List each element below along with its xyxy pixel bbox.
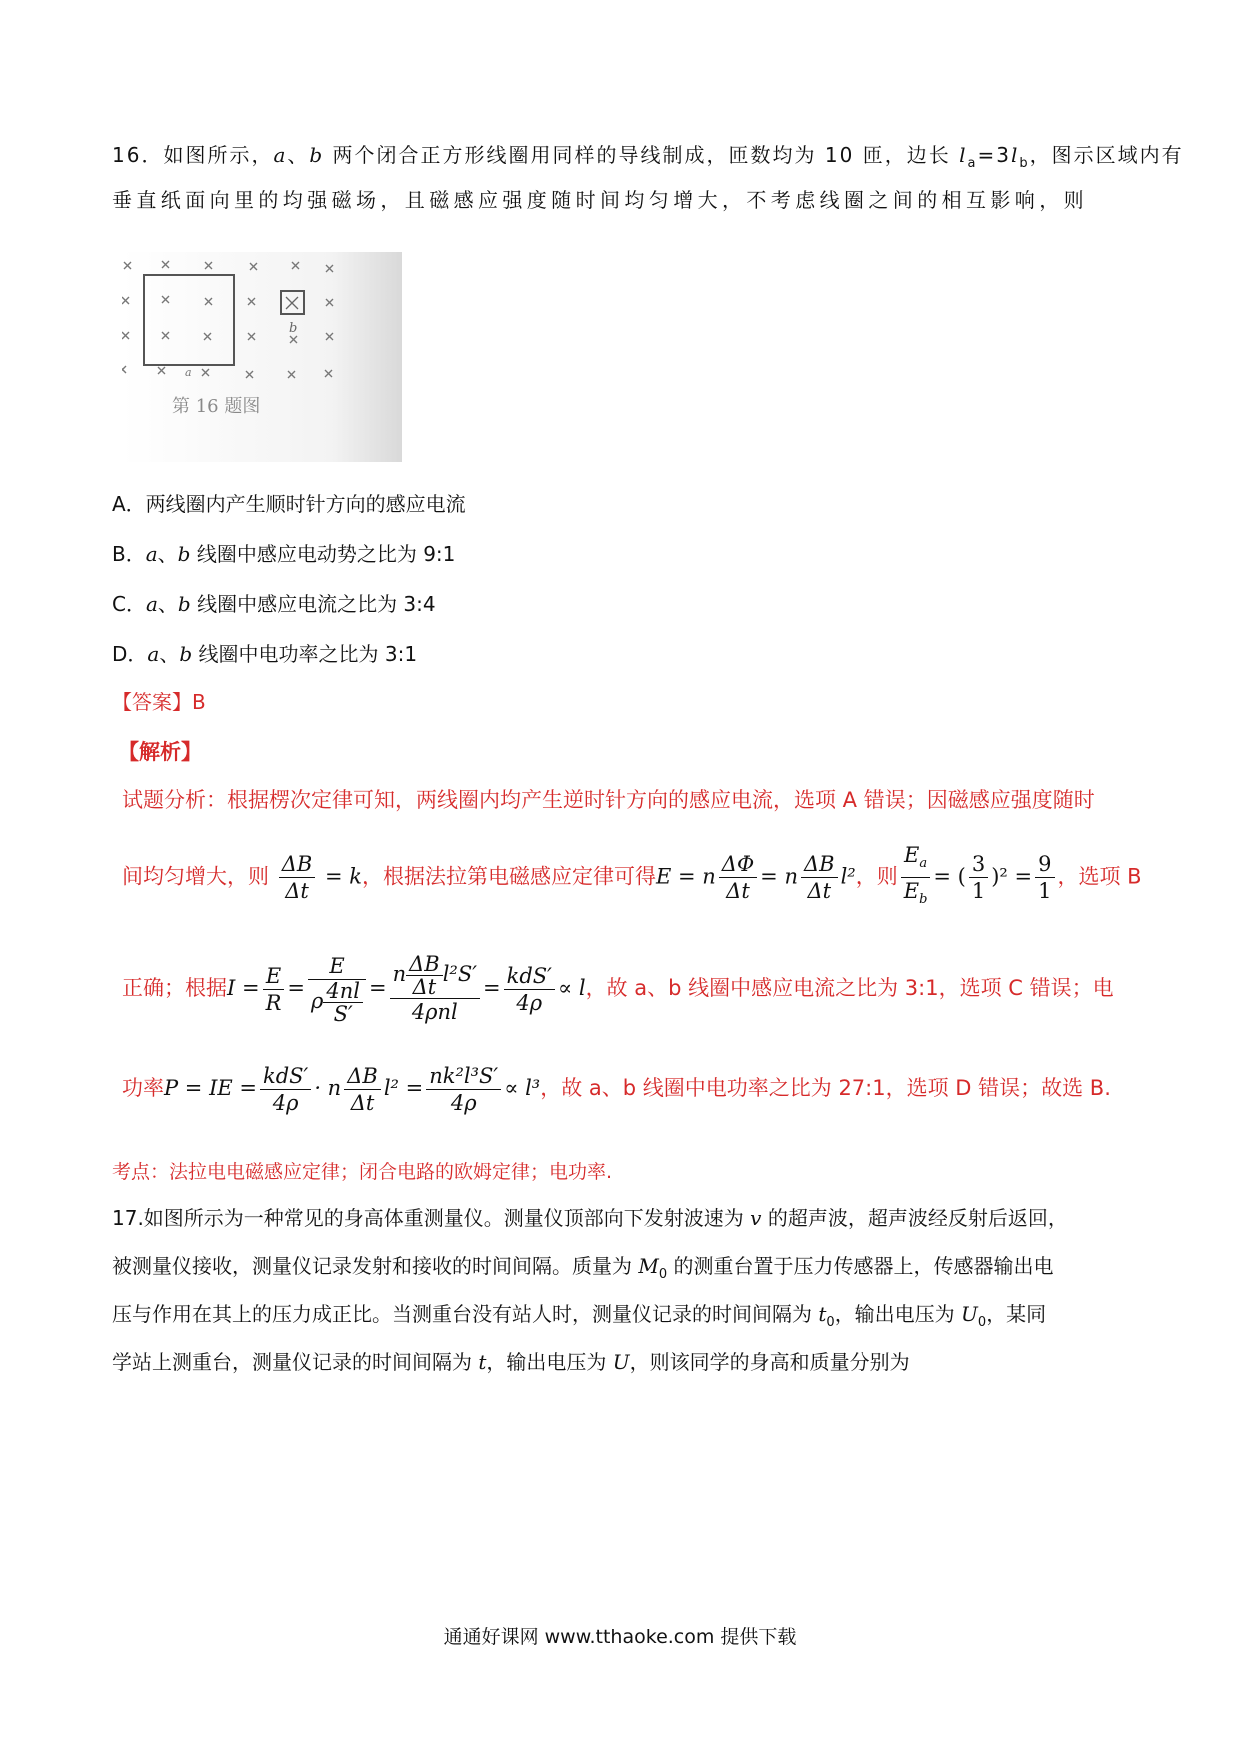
- var-t: t: [818, 1302, 827, 1326]
- q16-line-1: [112, 141, 1184, 178]
- fraction-dPhi-dt: $\frac{\Delta\Phi}{\Delta t}$: [719, 851, 757, 904]
- var-b: b: [177, 592, 191, 616]
- label-b: b: [289, 321, 298, 336]
- magnetic-field-figure: [122, 252, 402, 462]
- analysis-line-3: 正确；根据I = $\frac{E}{R}$ = E ρ $\frac{4nl}{S'}$ = n $\frac{\Delta B}{\Delta t}$ l²S′ 4ρnl = $\frac{\text{kdS′}}{4\rho}$ ∝ l，故 a、b 线圈中感应电流之比为 3:1，选项 C 错误；电: [122, 952, 1114, 1026]
- separator: 、: [287, 143, 310, 167]
- var-l: l: [1010, 143, 1020, 167]
- fraction-kdS-4rho: $\frac{\text{kdS′}}{4\rho}$: [260, 1063, 311, 1116]
- analysis-text: ，根据法拉第电磁感应定律可得: [361, 864, 656, 889]
- q17-text: ，某同: [986, 1302, 1047, 1326]
- var-a: a: [147, 642, 160, 666]
- figure-background: [122, 252, 402, 462]
- var-v: v: [750, 1206, 762, 1230]
- footer: 通通好课网 www.tthaoke.com 提供下载: [443, 1626, 797, 1648]
- var-b: b: [177, 542, 191, 566]
- option-c-text: 线圈中感应电流之比为 3:4: [190, 592, 436, 616]
- q17-text: ，则该同学的身高和质量分别为: [629, 1350, 910, 1374]
- q17-text: 学站上测重台，测量仪记录的时间间隔为: [112, 1350, 472, 1374]
- field-diagram: [122, 252, 402, 462]
- q16-text: 两个闭合正方形线圈用同样的导线制成，匝数均为 10 匝，边长: [324, 143, 960, 167]
- fraction-dB-dt: $\frac{\Delta B}{\Delta t}$: [344, 1063, 381, 1116]
- label-a: a: [185, 366, 192, 379]
- var-b: b: [179, 642, 193, 666]
- var-U: U: [612, 1350, 630, 1374]
- analysis-text: ，故 a、b 线圈中感应电流之比为 3:1，选项 C 错误；电: [585, 976, 1114, 1000]
- sub-b: b: [1019, 156, 1030, 171]
- q17-line-4: [112, 1348, 910, 1376]
- answer: 【答案】B: [112, 690, 206, 714]
- sub-0: 0: [658, 1267, 668, 1282]
- q17-text: 的测重台置于压力传感器上，传感器输出电: [673, 1254, 1054, 1278]
- analysis-text: 间均匀增大，则: [122, 864, 269, 889]
- q17-line-1: [112, 1204, 1068, 1232]
- option-c: C．a、b 线圈中感应电流之比为 3:4: [112, 592, 436, 616]
- option-d-text: 线圈中电功率之比为 3:1: [192, 642, 418, 666]
- q17-text: 的超声波，超声波经反射后返回，: [767, 1206, 1068, 1230]
- option-a: [112, 490, 466, 518]
- fraction-E-R: $\frac{E}{R}$: [263, 963, 285, 1016]
- analysis-line-4: 功率P = IE = $\frac{\text{kdS′}}{4\rho}$ · n $\frac{\Delta B}{\Delta t}$ l² = $\frac{\text{nk²l³S′}}{4\rho}$ ∝ l³，故 a、b 线圈中电功率之比为 27:1，选项 D 错误；故选 B.: [122, 1063, 1111, 1115]
- var-a: a: [273, 143, 288, 167]
- q17-text: 17.如图所示为一种常见的身高体重测量仪。测量仪顶部向下发射波速为: [112, 1206, 744, 1230]
- option-d-prefix: D．: [112, 642, 148, 666]
- fraction-dB-dt: $\frac{\Delta B}{\Delta t}$: [279, 851, 316, 904]
- option-b-prefix: B．: [112, 542, 146, 566]
- sub-0: 0: [826, 1315, 835, 1330]
- analysis-text: ，则: [855, 864, 898, 889]
- fraction-kdS-4rho: $\frac{\text{kdS′}}{4\rho}$: [504, 963, 555, 1016]
- option-b: B．a、b 线圈中感应电动势之比为 9:1: [112, 542, 456, 566]
- fraction-E-rho: E ρ $\frac{4nl}{S'}$: [308, 953, 366, 1025]
- var-a: a: [145, 592, 158, 616]
- q17-line-2: [112, 1252, 1053, 1289]
- q17-text: ，输出电压为: [486, 1350, 607, 1374]
- analysis-line-2: 间均匀增大，则 $\frac{\Delta B}{\Delta t}$ = k，根据法拉第电磁感应定律可得E = n $\frac{\Delta\Phi}{\Delta t}$ = n $\frac{\Delta B}{\Delta t}$ l²，则 $\frac{E_a}{E_b}$ = ( $\frac{3}{1}$ )² = $\frac{9}{1}$ ，选项 B: [122, 842, 1142, 902]
- analysis-text: 功率: [122, 1076, 164, 1100]
- option-c-prefix: C．: [112, 592, 146, 616]
- analysis-line-1: 试题分析：根据楞次定律可知，两线圈内均产生逆时针方向的感应电流，选项 A 错误；因磁感应强度随时: [122, 788, 1095, 812]
- analysis-text: ，选项 B: [1057, 864, 1142, 889]
- var-M: M: [638, 1254, 659, 1278]
- sub-0: 0: [977, 1315, 987, 1330]
- fraction-3-1: $\frac{3}{1}$: [969, 851, 988, 904]
- option-a-text: A．两线圈内产生顺时针方向的感应电流: [112, 492, 466, 516]
- q16-text: =3: [977, 143, 1011, 167]
- q16-text: 16．如图所示，: [112, 143, 274, 167]
- q16-text: ，图示区域内有: [1029, 143, 1184, 167]
- sub-a: a: [967, 156, 978, 171]
- var-b: b: [309, 143, 325, 167]
- fraction-dB-dt: $\frac{\Delta B}{\Delta t}$: [801, 851, 838, 904]
- fraction-power: $\frac{\text{nk²l³S′}}{4\rho}$: [426, 1063, 501, 1116]
- q17-text: ，输出电压为: [834, 1302, 955, 1326]
- var-U: U: [961, 1302, 978, 1326]
- q17-text: 被测量仪接收，测量仪记录发射和接收的时间间隔。质量为: [112, 1254, 632, 1278]
- option-d: D．a、b 线圈中电功率之比为 3:1: [112, 642, 418, 666]
- q16-line-2: 垂直纸面向里的均强磁场，且磁感应强度随时间均匀增大，不考虑线圈之间的相互影响，则: [112, 188, 1088, 212]
- option-b-text: 线圈中感应电动势之比为 9:1: [190, 542, 456, 566]
- fraction-nested: n $\frac{\Delta B}{\Delta t}$ l²S′ 4ρnl: [390, 953, 480, 1025]
- var-t: t: [478, 1350, 487, 1374]
- var-a: a: [145, 542, 158, 566]
- figure-caption: 第 16 题图: [172, 396, 261, 417]
- q17-text: 压与作用在其上的压力成正比。当测重台没有站人时，测量仪记录的时间间隔为: [112, 1302, 812, 1326]
- analysis-text: 正确；根据: [122, 976, 227, 1000]
- kaodian: 考点：法拉电电磁感应定律；闭合电路的欧姆定律；电功率.: [112, 1161, 613, 1183]
- q17-line-3: [112, 1300, 1046, 1337]
- var-l: l: [959, 143, 968, 167]
- analysis-text: ，故 a、b 线圈中电功率之比为 27:1，选项 D 错误；故选 B.: [540, 1076, 1111, 1100]
- fraction-Ea-Eb: $\frac{E_a}{E_b}$: [901, 842, 931, 913]
- analysis-title: 【解析】: [118, 740, 202, 764]
- fraction-9-1: $\frac{9}{1}$: [1035, 851, 1054, 904]
